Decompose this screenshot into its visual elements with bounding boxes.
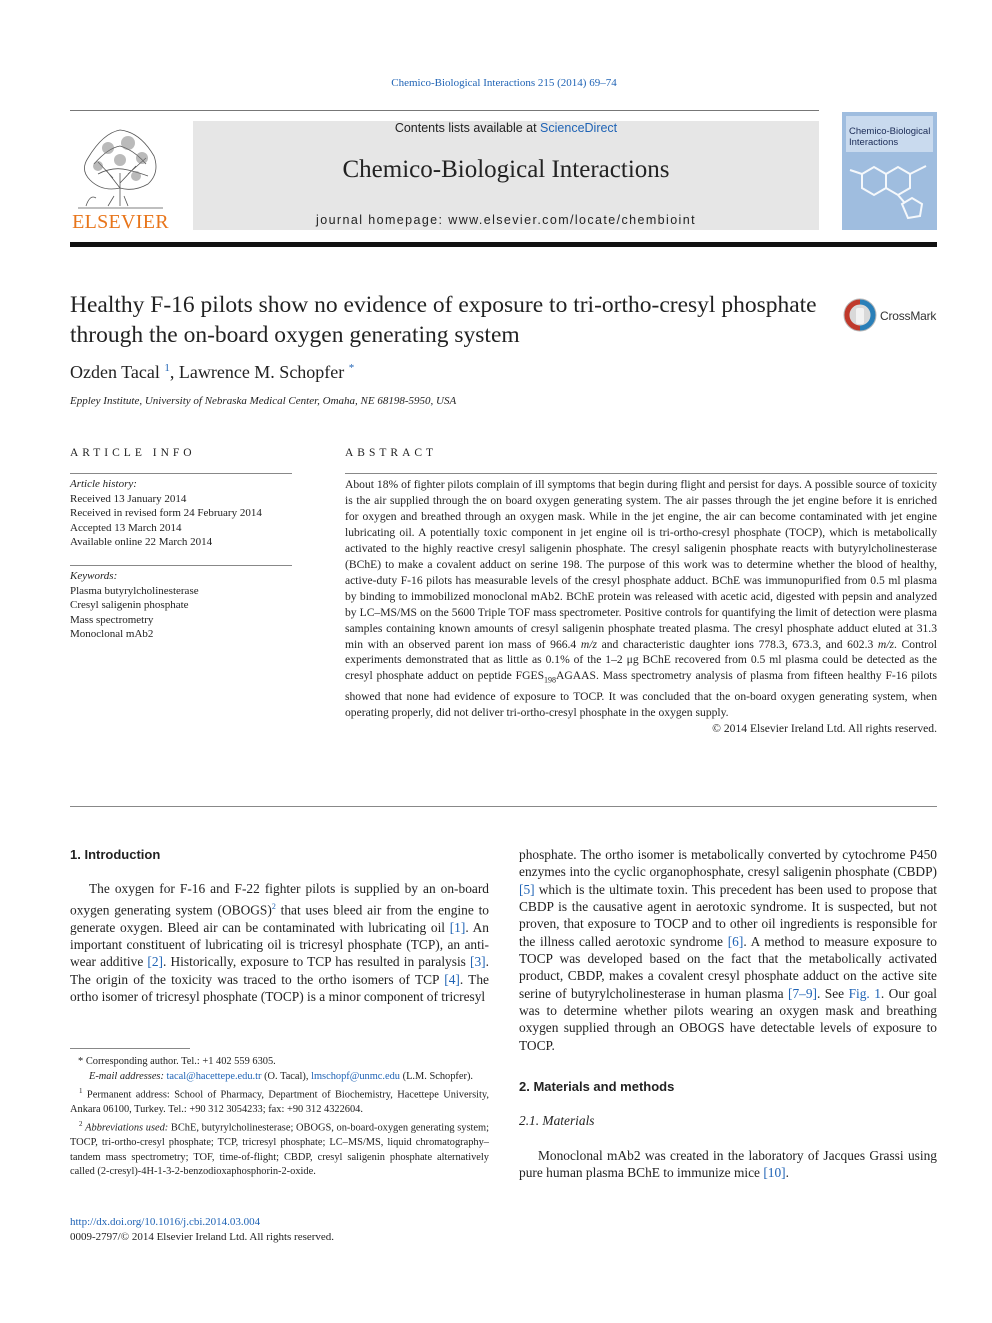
abstract-copyright: © 2014 Elsevier Ireland Ltd. All rights reserved. bbox=[712, 721, 937, 735]
history-item: Accepted 13 March 2014 bbox=[70, 521, 182, 534]
divider bbox=[70, 473, 292, 474]
keyword: Cresyl saligenin phosphate bbox=[70, 599, 189, 611]
author-list: Ozden Tacal $^1$, Lawrence M. Schopfer * bbox=[70, 362, 355, 382]
body-left-column bbox=[70, 846, 489, 1005]
citation-ref[interactable]: [1] bbox=[449, 919, 466, 935]
intro-paragraph: The oxygen for F-16 and F-22 fighter pilots is supplied by an on-board oxygen generating system (OBOGS)$^2$ that uses bleed air from the engine to generate oxygen. Bleed air can be contaminated with lubricating oil [1]. An important constituent of lubricating oil is tricresyl phosphate (TCP), an anti-wear additive [2]. Historically, exposure to TCP has resulted in paralysis [3]. The origin of the toxicity was traced to the ortho isomers of TCP [4]. The ortho isomer of tricresyl phosphate (TOCP) is a minor component of tricresyl bbox=[70, 881, 489, 1004]
history-item: Received in revised form 24 February 2014 bbox=[70, 507, 262, 519]
figure-ref[interactable]: Fig. 1 bbox=[848, 985, 881, 1001]
footnote-rule bbox=[70, 1048, 190, 1049]
crossmark-label[interactable]: CrossMark bbox=[880, 309, 937, 323]
subsection-heading-materials: 2.1. Materials bbox=[519, 1113, 595, 1129]
footnote-1: $^1$ Permanent address: School of Pharmacy, Department of Biochemistry, Hacettepe University, Ankara 06100, Turkey. Tel.: +90 312 3054233; fax: +90 312 4322604. bbox=[70, 1087, 490, 1115]
citation-ref[interactable]: [4] bbox=[444, 971, 460, 987]
cover-title: Chemico-Biological Interactions bbox=[849, 126, 931, 148]
citation-ref[interactable]: [5] bbox=[519, 881, 535, 897]
email-link[interactable]: lmschopf@unmc.edu bbox=[311, 1070, 401, 1082]
email-footnote: E-mail addresses: tacal@hacettepe.edu.tr (O. Tacal), lmschopf@unmc.edu (L.M. Schopfer). bbox=[89, 1070, 474, 1082]
contents-line: Contents lists available at ScienceDirect bbox=[394, 121, 618, 135]
header-rule bbox=[70, 110, 819, 111]
citation-ref[interactable]: [10] bbox=[763, 1165, 786, 1181]
issn-copyright: 0009-2797/© 2014 Elsevier Ireland Ltd. All rights reserved. bbox=[70, 1231, 335, 1243]
journal-homepage[interactable]: journal homepage: www.elsevier.com/locate/chembioint bbox=[316, 213, 696, 227]
section-heading-introduction: 1. Introduction bbox=[70, 847, 161, 862]
citation-ref[interactable]: [7–9] bbox=[788, 985, 818, 1001]
email-link[interactable]: tacal@hacettepe.edu.tr bbox=[166, 1070, 262, 1082]
crossmark-icon[interactable] bbox=[843, 298, 877, 332]
doi-link[interactable]: http://dx.doi.org/10.1016/j.cbi.2014.03.004 bbox=[70, 1216, 261, 1228]
article-info-heading: ARTICLE INFO bbox=[70, 447, 196, 459]
footnote-ref[interactable]: 2 bbox=[271, 901, 276, 911]
methods-paragraph: Monoclonal mAb2 was created in the laboratory of Jacques Grassi using pure human plasma BChE to immunize mice [10]. bbox=[519, 1147, 937, 1181]
citation-ref[interactable]: [2] bbox=[147, 954, 164, 970]
footnote-2: $^2$ Abbreviations used: BChE, butyrylcholinesterase; OBOGS, on-board-oxygen generating system; TOCP, tri-ortho-cresyl phosphate; TCP, tricresyl phosphate; LC–MS/MS, liquid chromatography–tandem mass spectrometry; TOF, time-of-flight; CBDP, cresyl saligenin phosphate alternatively called (2-cresyl)-4H-1-3-2-benzodioxaphosphorin-2-oxide. bbox=[70, 1120, 489, 1178]
corresponding-footnote: * Corresponding author. Tel.: +1 402 559 6305. bbox=[78, 1056, 276, 1067]
divider bbox=[345, 473, 937, 474]
footnote-mark[interactable]: 1 bbox=[164, 362, 170, 374]
author-name[interactable]: Ozden Tacal bbox=[70, 362, 160, 382]
citation-ref[interactable]: [6] bbox=[727, 933, 744, 949]
corresponding-author-mark[interactable]: * bbox=[348, 362, 355, 374]
history-item: Available online 22 March 2014 bbox=[70, 536, 213, 548]
keyword: Monoclonal mAb2 bbox=[70, 628, 154, 640]
intro-paragraph-cont: phosphate. The ortho isomer is metabolically converted by cytochrome P450 enzymes into the cyclic organophosphate, cresyl saligenin phosphate (CBDP) [5] which is the ultimate toxin. This precedent has been used to propose that CBDP is the causative agent in aerotoxic syndrome. It is suspected, but not proven, that exposure to TOCP and to other oil ingredients is responsible for the illness called aerotoxic syndrome [6]. A method to measure exposure to TOCP was developed based on the fact that the metabolically activated product, CBDP, makes a covalent cresyl phosphate adduct on the active site serine of butyrylcholinesterase in human plasma [7–9]. See Fig. 1. Our goal was to determine whether pilots wearing an oxygen mask and breathing oxygen supplied through an OBOGS have detectable levels of exposure to TOCP. bbox=[519, 847, 937, 1053]
journal-name: Chemico-Biological Interactions bbox=[342, 156, 670, 183]
history-label: Article history: bbox=[70, 478, 137, 490]
section-heading-methods: 2. Materials and methods bbox=[519, 1079, 675, 1095]
keywords-label: Keywords: bbox=[70, 570, 118, 582]
body-right-column bbox=[519, 846, 937, 1182]
affiliation: Eppley Institute, University of Nebraska Medical Center, Omaha, NE 68198-5950, USA bbox=[70, 395, 457, 407]
keywords bbox=[70, 569, 300, 642]
abstract-text: About 18% of fighter pilots complain of ill symptoms that begin during flight and persist for days. A possible source of toxicity is the air supplied through the on board oxygen generating system. The air passes through the jet engine before it is enriched for oxygen and breathed through an oxygen mask. While in the jet engine, the air can become contaminated with jet engine lubricating oil. A potentially toxic component in jet engine oil is tri-ortho-cresyl phosphate (TOCP), which is metabolically activated to the highly reactive cresyl saligenin phosphate. The cresyl saligenin phosphate reacts with butyrylcholinesterase (BChE) to make a covalent adduct on serine 198. The purpose of this work was to determine whether the blood of healthy, active-duty F-16 pilots has measurable levels of the cresyl phosphate adduct. BChE was immunopurified from 0.5 ml plasma by binding to immobilized monoclonal mAb2. BChE protein was released with acetic acid, digested with pepsin and analyzed by LC–MS/MS on the 5600 Triple TOF mass spectrometer. Positive controls for quantifying the limit of detection were plasma samples containing known amounts of cresyl saligenin phosphate treated plasma. The cresyl phosphate adduct eluted at 31.3 min with an observed parent ion mass of 966.4 m/z and characteristic daughter ions 778.3, 673.3, and 602.3 m/z. Control experiments demonstrated that as little as 0.1% of the 1–2 μg BChE recovered from 0.5 ml plasma could be detected as the cresyl phosphate adduct on peptide $FGES_{198}AGAAS$. Mass spectrometry analysis of plasma from fifteen healthy F-16 pilots showed that none had evidence of exposure to TOCP. It was concluded that the on-board oxygen generating system, when operating properly, did not deliver tri-ortho-cresyl phosphate in the oxygen supply. © 2014 Elsevier Ireland Ltd. All rights reserved. bbox=[345, 478, 937, 735]
sciencedirect-link[interactable]: ScienceDirect bbox=[540, 121, 618, 135]
author-name[interactable]: Lawrence M. Schopfer bbox=[178, 362, 345, 382]
article-title: Healthy F-16 pilots show no evidence of exposure to tri-ortho-cresyl phosphate through the on-board oxygen generating system bbox=[70, 292, 817, 348]
keyword: Plasma butyrylcholinesterase bbox=[70, 584, 199, 597]
keyword: Mass spectrometry bbox=[70, 613, 154, 626]
elsevier-wordmark: ELSEVIER bbox=[72, 211, 169, 233]
header-thick-rule bbox=[70, 242, 937, 247]
divider bbox=[70, 806, 937, 807]
journal-citation[interactable]: Chemico-Biological Interactions 215 (2014) 69–74 bbox=[391, 77, 617, 89]
citation-ref[interactable]: [3] bbox=[470, 954, 486, 970]
footnotes bbox=[70, 1055, 489, 1180]
divider bbox=[70, 565, 292, 566]
history-item: Received 13 January 2014 bbox=[70, 492, 187, 505]
abstract-heading: ABSTRACT bbox=[345, 447, 438, 459]
article-history bbox=[70, 477, 300, 550]
